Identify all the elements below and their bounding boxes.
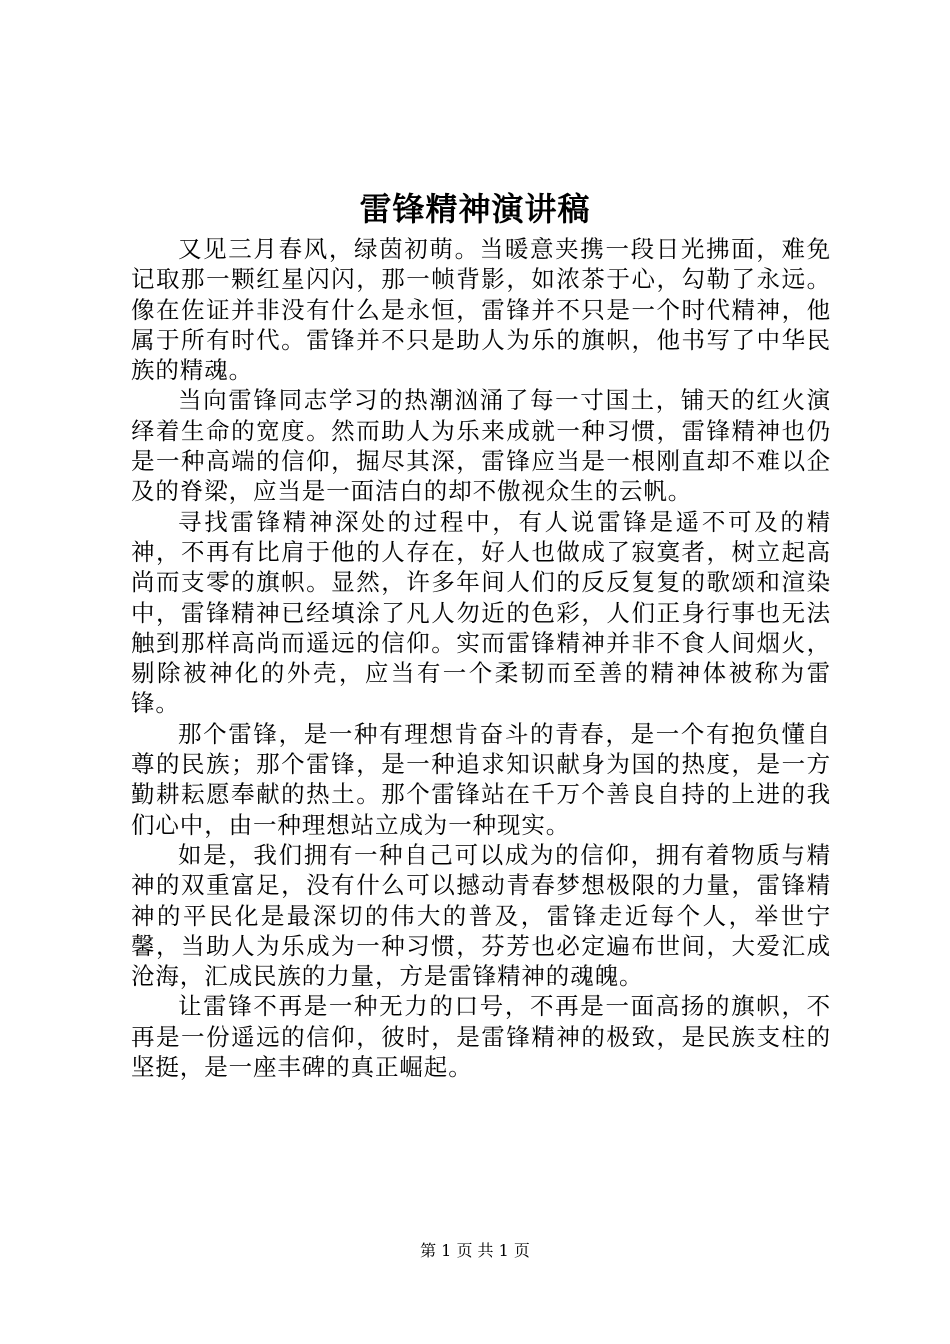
paragraph: 那个雷锋，是一种有理想肯奋斗的青春，是一个有抱负懂自尊的民族；那个雷锋，是一种追求知识献身为国的热度，是一方勤耕耘愿奉献的热土。那个雷锋站在千万个善良自持的上进的我们心中，由一种理想站立成为一种现实。 [131, 719, 831, 839]
paragraph: 寻找雷锋精神深处的过程中，有人说雷锋是遥不可及的精神，不再有比肩于他的人存在，好人也做成了寂寞者，树立起高尚而支零的旗帜。显然，许多年间人们的反反复复的歌颂和渲染中，雷锋精神已经填涂了凡人勿近的色彩，人们正身行事也无法触到那样高尚而遥远的信仰。实而雷锋精神并非不食人间烟火，剔除被神化的外壳，应当有一个柔韧而至善的精神体被称为雷锋。 [131, 507, 831, 718]
page-number-footer: 第 1 页 共 1 页 [420, 1241, 530, 1260]
paragraph: 又见三月春风，绿茵初萌。当暖意夹携一段日光拂面，难免记取那一颗红星闪闪，那一帧背影，如浓茶于心，勾勒了永远。像在佐证并非没有什么是永恒，雷锋并不只是一个时代精神，他属于所有时代。雷锋并不只是助人为乐的旗帜，他书写了中华民族的精魂。 [131, 235, 831, 385]
document-title: 雷锋精神演讲稿 [359, 190, 591, 228]
paragraph: 如是，我们拥有一种自己可以成为的信仰，拥有着物质与精神的双重富足，没有什么可以撼动青春梦想极限的力量，雷锋精神的平民化是最深切的伟大的普及，雷锋走近每个人，举世宁馨，当助人为乐成为一种习惯，芬芳也必定遍布世间，大爱汇成沧海，汇成民族的力量，方是雷锋精神的魂魄。 [131, 840, 831, 991]
document-body [131, 234, 831, 1082]
paragraph: 当向雷锋同志学习的热潮汹涌了每一寸国土，铺天的红火演绎着生命的宽度。然而助人为乐来成就一种习惯，雷锋精神也仍是一种高端的信仰，掘尽其深，雷锋应当是一根刚直却不难以企及的脊梁，应当是一面洁白的却不傲视众生的云帆。 [131, 386, 831, 506]
paragraph: 让雷锋不再是一种无力的口号，不再是一面高扬的旗帜，不再是一份遥远的信仰，彼时，是雷锋精神的极致，是民族支柱的坚挺，是一座丰碑的真正崛起。 [131, 992, 831, 1082]
